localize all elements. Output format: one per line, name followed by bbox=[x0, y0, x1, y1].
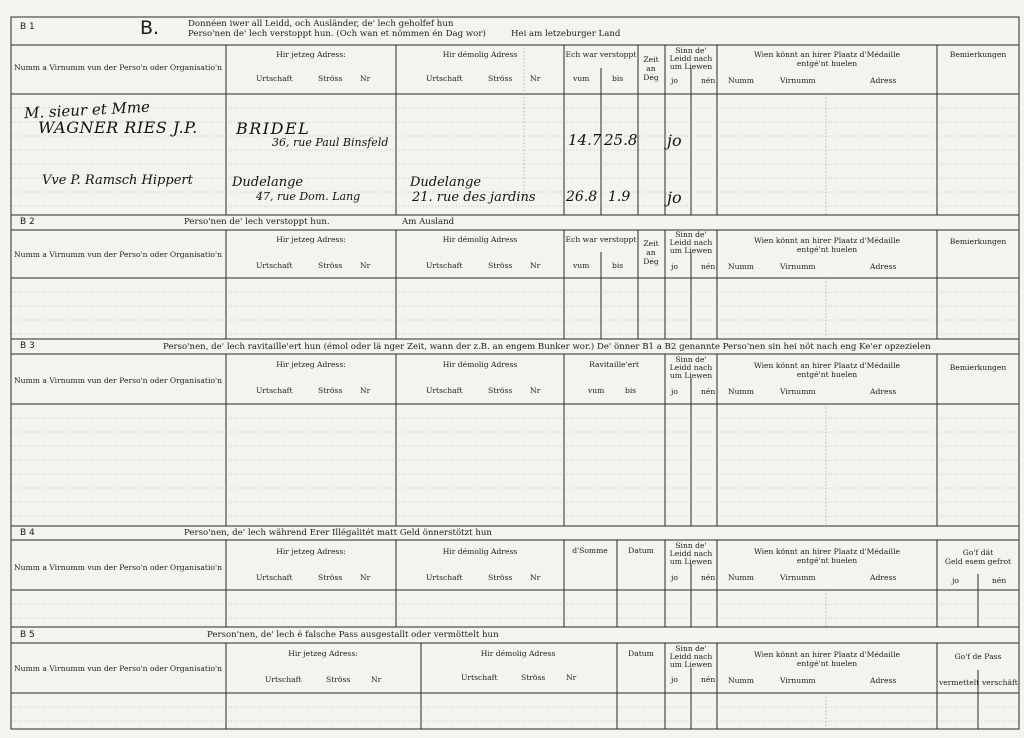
col-suffered-b4-2: Leidd nach bbox=[669, 549, 713, 558]
col-yes-b5: jo bbox=[671, 675, 678, 684]
col-time-b1-1: Zeit bbox=[643, 55, 659, 64]
col-locality-b4: Urtschaft bbox=[256, 573, 293, 582]
col-firstname-b4: Virnumm bbox=[780, 573, 816, 582]
section-label-b5: B 5 bbox=[20, 630, 35, 640]
col-suffered-b3-3: um Liewen bbox=[669, 371, 713, 380]
col-from-b1: vum bbox=[573, 74, 590, 83]
col-street2-b3: Ströss bbox=[488, 386, 513, 395]
col-date-b5: Datum bbox=[628, 649, 654, 658]
col-medal-b5-1: Wien könnt an hirer Plaatz d'Médaille bbox=[753, 650, 901, 659]
col-firstname-b5: Virnumm bbox=[780, 676, 816, 685]
col-address-b1: Adress bbox=[870, 76, 897, 85]
section-label-b3: B 3 bbox=[20, 341, 35, 351]
col-street-b5: Ströss bbox=[326, 675, 351, 684]
col-yes-b3: jo bbox=[671, 387, 678, 396]
col-nr-b4: Nr bbox=[360, 573, 371, 582]
entry1-name-line1: M. sieur et Mme bbox=[23, 97, 151, 123]
col-street-b3: Ströss bbox=[318, 386, 343, 395]
col-hidden-b1: Ech war verstoppt bbox=[565, 50, 637, 59]
col-time-b2-2: an bbox=[646, 248, 656, 257]
section-title-b1-line1: Donnéen iwer all Leidd, och Ausländer, de' lech geholfef hun bbox=[188, 19, 454, 29]
col-street2-b5: Ströss bbox=[521, 673, 546, 682]
col-firstname-b2: Virnumm bbox=[780, 262, 816, 271]
col-remarks-b2: Bemierkungen bbox=[949, 237, 1007, 246]
col-current-address-b1: Hir jetzeg Adress: bbox=[276, 50, 346, 59]
col-name-b3: Numm a Virnumm vun der Perso'n oder Organisatio'n bbox=[14, 376, 222, 385]
col-remarks-b3: Bemierkungen bbox=[949, 363, 1007, 372]
col-to-b3: bis bbox=[625, 386, 637, 395]
col-nr2-b5: Nr bbox=[566, 673, 577, 682]
col-suffered-b3-1: Sinn de' bbox=[675, 355, 707, 364]
col-no-b4: nén bbox=[701, 573, 716, 582]
col-from-b2: vum bbox=[573, 261, 590, 270]
col-time-b1-2: an bbox=[646, 64, 656, 73]
entry2-locality: Dudelange bbox=[232, 175, 304, 190]
col-pass-b5: Go'f de Pass bbox=[954, 652, 1002, 661]
col-firstname-b3: Virnumm bbox=[780, 387, 816, 396]
col-street2-b1: Ströss bbox=[488, 74, 513, 83]
col-address-b5: Adress bbox=[870, 676, 897, 685]
col-suffered-b1-3: um Liewen bbox=[669, 62, 713, 71]
entry2-former-locality: Dudelange bbox=[410, 175, 482, 190]
col-medal-b4-1: Wien könnt an hirer Plaatz d'Médaille bbox=[753, 547, 901, 556]
col-surname-b1: Numm bbox=[728, 76, 754, 85]
col-former-address-b4: Hir démolig Adress bbox=[442, 547, 518, 556]
col-sum-b4: d'Somme bbox=[572, 546, 608, 555]
col-address-b3: Adress bbox=[870, 387, 897, 396]
col-former-address-b5: Hir démolig Adress bbox=[480, 649, 556, 658]
col-time-b2-3: Dég bbox=[643, 257, 659, 266]
col-hidden-b2: Ech war verstoppt bbox=[565, 235, 637, 244]
col-locality-b2: Urtschaft bbox=[256, 261, 293, 270]
col-surname-b2: Numm bbox=[728, 262, 754, 271]
col-no-b1: nén bbox=[701, 76, 716, 85]
col-locality2-b5: Urtschaft bbox=[461, 673, 498, 682]
col-medal-b2-2: entgé'nt huelen bbox=[796, 245, 858, 254]
col-suffered-b1-2: Leidd nach bbox=[669, 54, 713, 63]
entry2-yes: jo bbox=[667, 188, 682, 207]
col-street-b4: Ströss bbox=[318, 573, 343, 582]
col-surname-b4: Numm bbox=[728, 573, 754, 582]
col-current-address-b4: Hir jetzeg Adress: bbox=[276, 547, 346, 556]
col-name-b5: Numm a Virnumm vun der Perso'n oder Organisatio'n bbox=[14, 664, 222, 673]
entry1-locality: BRIDEL bbox=[236, 119, 311, 138]
col-locality-b1: Urtschaft bbox=[256, 74, 293, 83]
col-yes-b2: jo bbox=[671, 262, 678, 271]
entry2-from: 26.8 bbox=[566, 189, 598, 205]
entry2-name: Vve P. Ramsch Hippert bbox=[42, 173, 193, 188]
col-current-address-b5: Hir jetzeg Adress: bbox=[288, 649, 358, 658]
col-street2-b4: Ströss bbox=[488, 573, 513, 582]
entry2-to: 1.9 bbox=[608, 189, 631, 205]
col-suffered-b5-1: Sinn de' bbox=[675, 644, 707, 653]
col-yes-b1: jo bbox=[671, 76, 678, 85]
entry1-name-line2: WAGNER RIES J.P. bbox=[38, 118, 198, 137]
col-nr2-b3: Nr bbox=[530, 386, 541, 395]
col-suffered-b2-1: Sinn de' bbox=[675, 230, 707, 239]
col-current-address-b2: Hir jetzeg Adress: bbox=[276, 235, 346, 244]
form-letter: B. bbox=[140, 17, 160, 39]
col-time-b1-3: Dég bbox=[643, 73, 659, 82]
col-nr2-b4: Nr bbox=[530, 573, 541, 582]
col-no-b2: nén bbox=[701, 262, 716, 271]
col-surname-b5: Numm bbox=[728, 676, 754, 685]
col-money-returned-b4-2: Geld esem gefrot bbox=[944, 557, 1012, 566]
col-former-address-b2: Hir démolig Adress bbox=[442, 235, 518, 244]
col-to-b2: bis bbox=[612, 261, 624, 270]
col-medal-b2-1: Wien könnt an hirer Plaatz d'Médaille bbox=[753, 236, 901, 245]
col-firstname-b1: Virnumm bbox=[780, 76, 816, 85]
col-no-b3: nén bbox=[701, 387, 716, 396]
col-suffered-b4-3: um Liewen bbox=[669, 557, 713, 566]
entry2-street: 47, rue Dom. Lang bbox=[256, 190, 361, 203]
col-locality2-b1: Urtschaft bbox=[426, 74, 463, 83]
section-title-b5: Person'nen, de' lech é falsche Pass ausgestallt oder vermöttelt hun bbox=[207, 630, 499, 640]
col-medal-b1-2: entgé'nt huelen bbox=[796, 59, 858, 68]
section-title-b2-suffix: Am Ausland bbox=[402, 217, 455, 227]
col-surname-b3: Numm bbox=[728, 387, 754, 396]
col-street-b1: Ströss bbox=[318, 74, 343, 83]
entry2-former-street: 21. rue des jardins bbox=[412, 190, 536, 205]
col-nr2-b2: Nr bbox=[530, 261, 541, 270]
section-label-b1: B 1 bbox=[20, 22, 35, 32]
col-nr-b5: Nr bbox=[371, 675, 382, 684]
col-medal-b4-2: entgé'nt huelen bbox=[796, 556, 858, 565]
col-locality-b3: Urtschaft bbox=[256, 386, 293, 395]
col-medal-b3-1: Wien könnt an hirer Plaatz d'Médaille bbox=[753, 361, 901, 370]
section-label-b4: B 4 bbox=[20, 528, 35, 538]
section-title-b1-suffix: Hei am letzeburger Land bbox=[511, 29, 621, 39]
col-suffered-b1-1: Sinn de' bbox=[675, 46, 707, 55]
entry1-to: 25.8 bbox=[604, 131, 638, 149]
col-nr-b3: Nr bbox=[360, 386, 371, 395]
col-nr-b1: Nr bbox=[360, 74, 371, 83]
col-former-address-b1: Hir démolig Adress bbox=[442, 50, 518, 59]
section-title-b3: Perso'nen, de' lech ravitaille'ert hun (émol oder lä nger Zeit, wann der z.B. an engem Bunker wor.) De' önner B1 a B2 genannte Perso'nen sin hei nöt nach eng Ke'er opzezielen bbox=[163, 342, 931, 352]
section-label-b2: B 2 bbox=[20, 217, 35, 227]
col-nr-b2: Nr bbox=[360, 261, 371, 270]
col-name-b1: Numm a Virnumm vun der Perso'n oder Organisatio'n bbox=[14, 63, 222, 72]
entry1-yes: jo bbox=[667, 131, 682, 150]
col-locality-b5: Urtschaft bbox=[265, 675, 302, 684]
section-title-b2: Perso'nen de' lech verstoppt hun. bbox=[184, 217, 330, 227]
col-medal-b5-2: entgé'nt huelen bbox=[796, 659, 858, 668]
col-yes-b4: jo bbox=[671, 573, 678, 582]
entry1-street: 36, rue Paul Binsfeld bbox=[272, 136, 389, 149]
section-title-b4: Perso'nen, de' lech während Erer Illégalitét matt Geld önnerstötzt hun bbox=[184, 528, 492, 538]
col-money-yes-b4: jo bbox=[952, 576, 959, 585]
col-suffered-b4-1: Sinn de' bbox=[675, 541, 707, 550]
col-locality2-b2: Urtschaft bbox=[426, 261, 463, 270]
col-medal-b3-2: entgé'nt huelen bbox=[796, 370, 858, 379]
col-to-b1: bis bbox=[612, 74, 624, 83]
section-title-b1-line2: Perso'nen de' lech verstoppt hun. (Och wan et nömmen én Dag wor) bbox=[188, 29, 486, 39]
col-suffered-b2-2: Leidd nach bbox=[669, 238, 713, 247]
col-suffered-b5-3: um Liewen bbox=[669, 660, 713, 669]
col-money-no-b4: nén bbox=[992, 576, 1007, 585]
col-address-b2: Adress bbox=[870, 262, 897, 271]
col-pass-obtained-b5: verschäft bbox=[982, 678, 1018, 687]
col-pass-distributed-b5: vermettelt bbox=[939, 678, 980, 687]
col-date-b4: Datum bbox=[628, 546, 654, 555]
col-supplied-b3: Ravitaille'ert bbox=[589, 360, 639, 369]
col-time-b2-1: Zeit bbox=[643, 239, 659, 248]
col-name-b4: Numm a Virnumm vun der Perso'n oder Organisatio'n bbox=[14, 563, 222, 572]
col-street2-b2: Ströss bbox=[488, 261, 513, 270]
col-street-b2: Ströss bbox=[318, 261, 343, 270]
col-suffered-b5-2: Leidd nach bbox=[669, 652, 713, 661]
col-suffered-b2-3: um Liewen bbox=[669, 246, 713, 255]
col-no-b5: nén bbox=[701, 675, 716, 684]
col-locality2-b3: Urtschaft bbox=[426, 386, 463, 395]
entry1-from: 14.7 bbox=[568, 131, 602, 149]
col-medal-b1-1: Wien könnt an hirer Plaatz d'Médaille bbox=[753, 50, 901, 59]
col-address-b4: Adress bbox=[870, 573, 897, 582]
col-nr2-b1: Nr bbox=[530, 74, 541, 83]
col-locality2-b4: Urtschaft bbox=[426, 573, 463, 582]
col-suffered-b3-2: Leidd nach bbox=[669, 363, 713, 372]
col-money-returned-b4-1: Go'f dät bbox=[962, 548, 994, 557]
col-name-b2: Numm a Virnumm vun der Perso'n oder Organisatio'n bbox=[14, 250, 222, 259]
col-former-address-b3: Hir démolig Adress bbox=[442, 360, 518, 369]
col-current-address-b3: Hir jetzeg Adress: bbox=[276, 360, 346, 369]
col-remarks-b1: Bemierkungen bbox=[949, 50, 1007, 59]
col-from-b3: vum bbox=[588, 386, 605, 395]
